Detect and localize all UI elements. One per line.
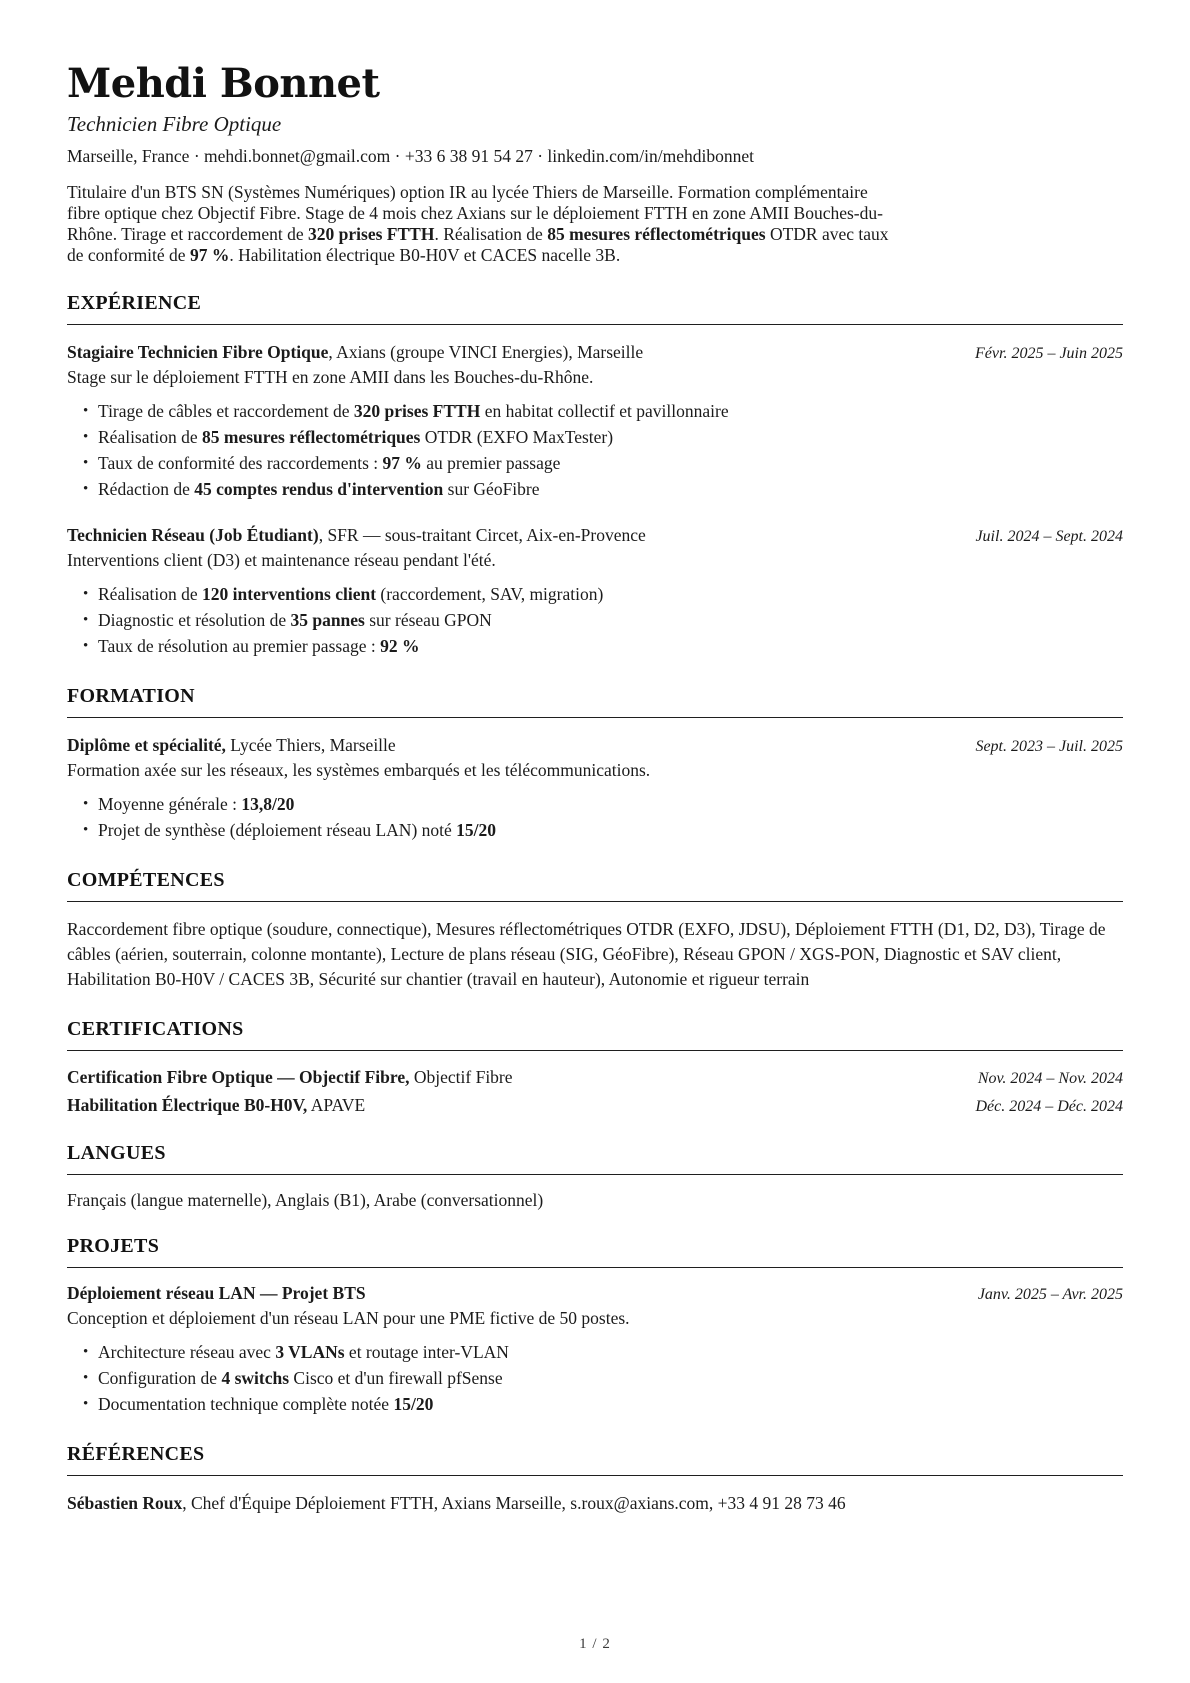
bullet-item: • Rédaction de 45 comptes rendus d'intervention sur GéoFibre bbox=[67, 477, 1123, 502]
bullet-item: • Tirage de câbles et raccordement de 320 prises FTTH en habitat collectif et pavillonnaire bbox=[67, 399, 1123, 424]
entry-bullet-list bbox=[67, 792, 1123, 843]
bullet-item: • Réalisation de 85 mesures réflectométriques OTDR (EXFO MaxTester) bbox=[67, 425, 1123, 450]
bullet-item: • Projet de synthèse (déploiement réseau LAN) noté 15/20 bbox=[67, 818, 1123, 843]
certification-label: Habilitation Électrique B0-H0V, APAVE bbox=[67, 1095, 366, 1115]
certification-dates: Déc. 2024 – Déc. 2024 bbox=[975, 1098, 1123, 1115]
person-job-title: Technicien Fibre Optique bbox=[67, 112, 282, 136]
section-langues bbox=[67, 1142, 1123, 1213]
contact-line: Marseille, France · mehdi.bonnet@gmail.com · +33 6 38 91 54 27 · linkedin.com/in/mehdibonnet bbox=[67, 146, 754, 166]
reference-line: Sébastien Roux, Chef d'Équipe Déploiement FTTH, Axians Marseille, s.roux@axians.com, +33 4 91 28 73 46 bbox=[67, 1493, 846, 1513]
bullet-item: • Moyenne générale : 13,8/20 bbox=[67, 792, 1123, 817]
resume-header bbox=[67, 62, 1123, 266]
entry-title: Stagiaire Technicien Fibre Optique, Axians (groupe VINCI Energies), Marseille bbox=[67, 342, 644, 362]
project-entry bbox=[67, 1281, 1123, 1417]
section-heading-langues: LANGUES bbox=[67, 1142, 1123, 1175]
certification-row bbox=[67, 1092, 1123, 1120]
entry-header bbox=[67, 1281, 1123, 1306]
entry-title: Technicien Réseau (Job Étudiant), SFR — sous-traitant Circet, Aix-en-Provence bbox=[67, 525, 646, 545]
section-formation bbox=[67, 685, 1123, 843]
skills-paragraph: Raccordement fibre optique (soudure, connectique), Mesures réflectométriques OTDR (EXFO, JDSU), Déploiement FTTH (D1, D2, D3), Tirage de câbles (aérien, souterrain, colonne montante), Lecture de plans réseau (SIG, GéoFibre), Réseau GPON / XGS-PON, Diagnostic et SAV client, Habilitation B0-H0V / CACES 3B, Sécurité sur chantier (travail en hauteur), Autonomie et rigueur terrain bbox=[67, 919, 1106, 989]
section-competences bbox=[67, 869, 1123, 992]
experience-entry bbox=[67, 340, 1123, 502]
bullet-item: • Diagnostic et résolution de 35 pannes sur réseau GPON bbox=[67, 608, 1123, 633]
profile-summary: Titulaire d'un BTS SN (Systèmes Numériques) option IR au lycée Thiers de Marseille. Formation complémentaire fibre optique chez Objectif Fibre. Stage de 4 mois chez Axians sur le déploiement FTTH en zone AMII Bouches-du-Rhône. Tirage et raccordement de 320 prises FTTH. Réalisation de 85 mesures réflectométriques OTDR avec taux de conformité de 97 %. Habilitation électrique B0-H0V et CACES nacelle 3B. bbox=[67, 182, 889, 265]
section-references bbox=[67, 1443, 1123, 1516]
entry-dates: Janv. 2025 – Avr. 2025 bbox=[977, 1286, 1123, 1303]
bullet-item: • Configuration de 4 switchs Cisco et d'un firewall pfSense bbox=[67, 1366, 1123, 1391]
page-number: 1 / 2 bbox=[579, 1636, 611, 1652]
experience-entry bbox=[67, 523, 1123, 659]
bullet-item: • Documentation technique complète notée 15/20 bbox=[67, 1392, 1123, 1417]
section-heading-experience: EXPÉRIENCE bbox=[67, 292, 1123, 325]
entry-bullet-list bbox=[67, 1340, 1123, 1417]
entry-header bbox=[67, 340, 1123, 365]
entry-subtitle: Interventions client (D3) et maintenance réseau pendant l'été. bbox=[67, 550, 496, 570]
certification-row bbox=[67, 1064, 1123, 1092]
section-heading-competences: COMPÉTENCES bbox=[67, 869, 1123, 902]
section-heading-references: RÉFÉRENCES bbox=[67, 1443, 1123, 1476]
section-experience bbox=[67, 292, 1123, 659]
bullet-item: • Réalisation de 120 interventions client (raccordement, SAV, migration) bbox=[67, 582, 1123, 607]
entry-subtitle: Formation axée sur les réseaux, les systèmes embarqués et les télécommunications. bbox=[67, 760, 651, 780]
certification-dates: Nov. 2024 – Nov. 2024 bbox=[977, 1070, 1123, 1087]
entry-header bbox=[67, 733, 1123, 758]
certification-label: Certification Fibre Optique — Objectif Fibre, Objectif Fibre bbox=[67, 1067, 513, 1087]
entry-subtitle: Conception et déploiement d'un réseau LAN pour une PME fictive de 50 postes. bbox=[67, 1308, 630, 1328]
section-heading-formation: FORMATION bbox=[67, 685, 1123, 718]
entry-dates: Juil. 2024 – Sept. 2024 bbox=[975, 528, 1123, 545]
section-heading-projets: PROJETS bbox=[67, 1235, 1123, 1268]
languages-paragraph: Français (langue maternelle), Anglais (B1), Arabe (conversationnel) bbox=[67, 1190, 544, 1210]
entry-bullet-list bbox=[67, 399, 1123, 502]
entry-title: Diplôme et spécialité, Lycée Thiers, Marseille bbox=[67, 735, 396, 755]
person-name: Mehdi Bonnet bbox=[67, 60, 380, 107]
entry-bullet-list bbox=[67, 582, 1123, 659]
entry-header bbox=[67, 523, 1123, 548]
entry-dates: Févr. 2025 – Juin 2025 bbox=[975, 345, 1123, 362]
bullet-item: • Architecture réseau avec 3 VLANs et routage inter-VLAN bbox=[67, 1340, 1123, 1365]
entry-subtitle: Stage sur le déploiement FTTH en zone AMII dans les Bouches-du-Rhône. bbox=[67, 367, 594, 387]
entry-dates: Sept. 2023 – Juil. 2025 bbox=[975, 738, 1123, 755]
section-projets bbox=[67, 1235, 1123, 1417]
formation-entry bbox=[67, 733, 1123, 843]
bullet-item: • Taux de résolution au premier passage : 92 % bbox=[67, 634, 1123, 659]
entry-title: Déploiement réseau LAN — Projet BTS bbox=[67, 1283, 366, 1303]
section-certifications bbox=[67, 1018, 1123, 1120]
section-heading-certifications: CERTIFICATIONS bbox=[67, 1018, 1123, 1051]
bullet-item: • Taux de conformité des raccordements : 97 % au premier passage bbox=[67, 451, 1123, 476]
